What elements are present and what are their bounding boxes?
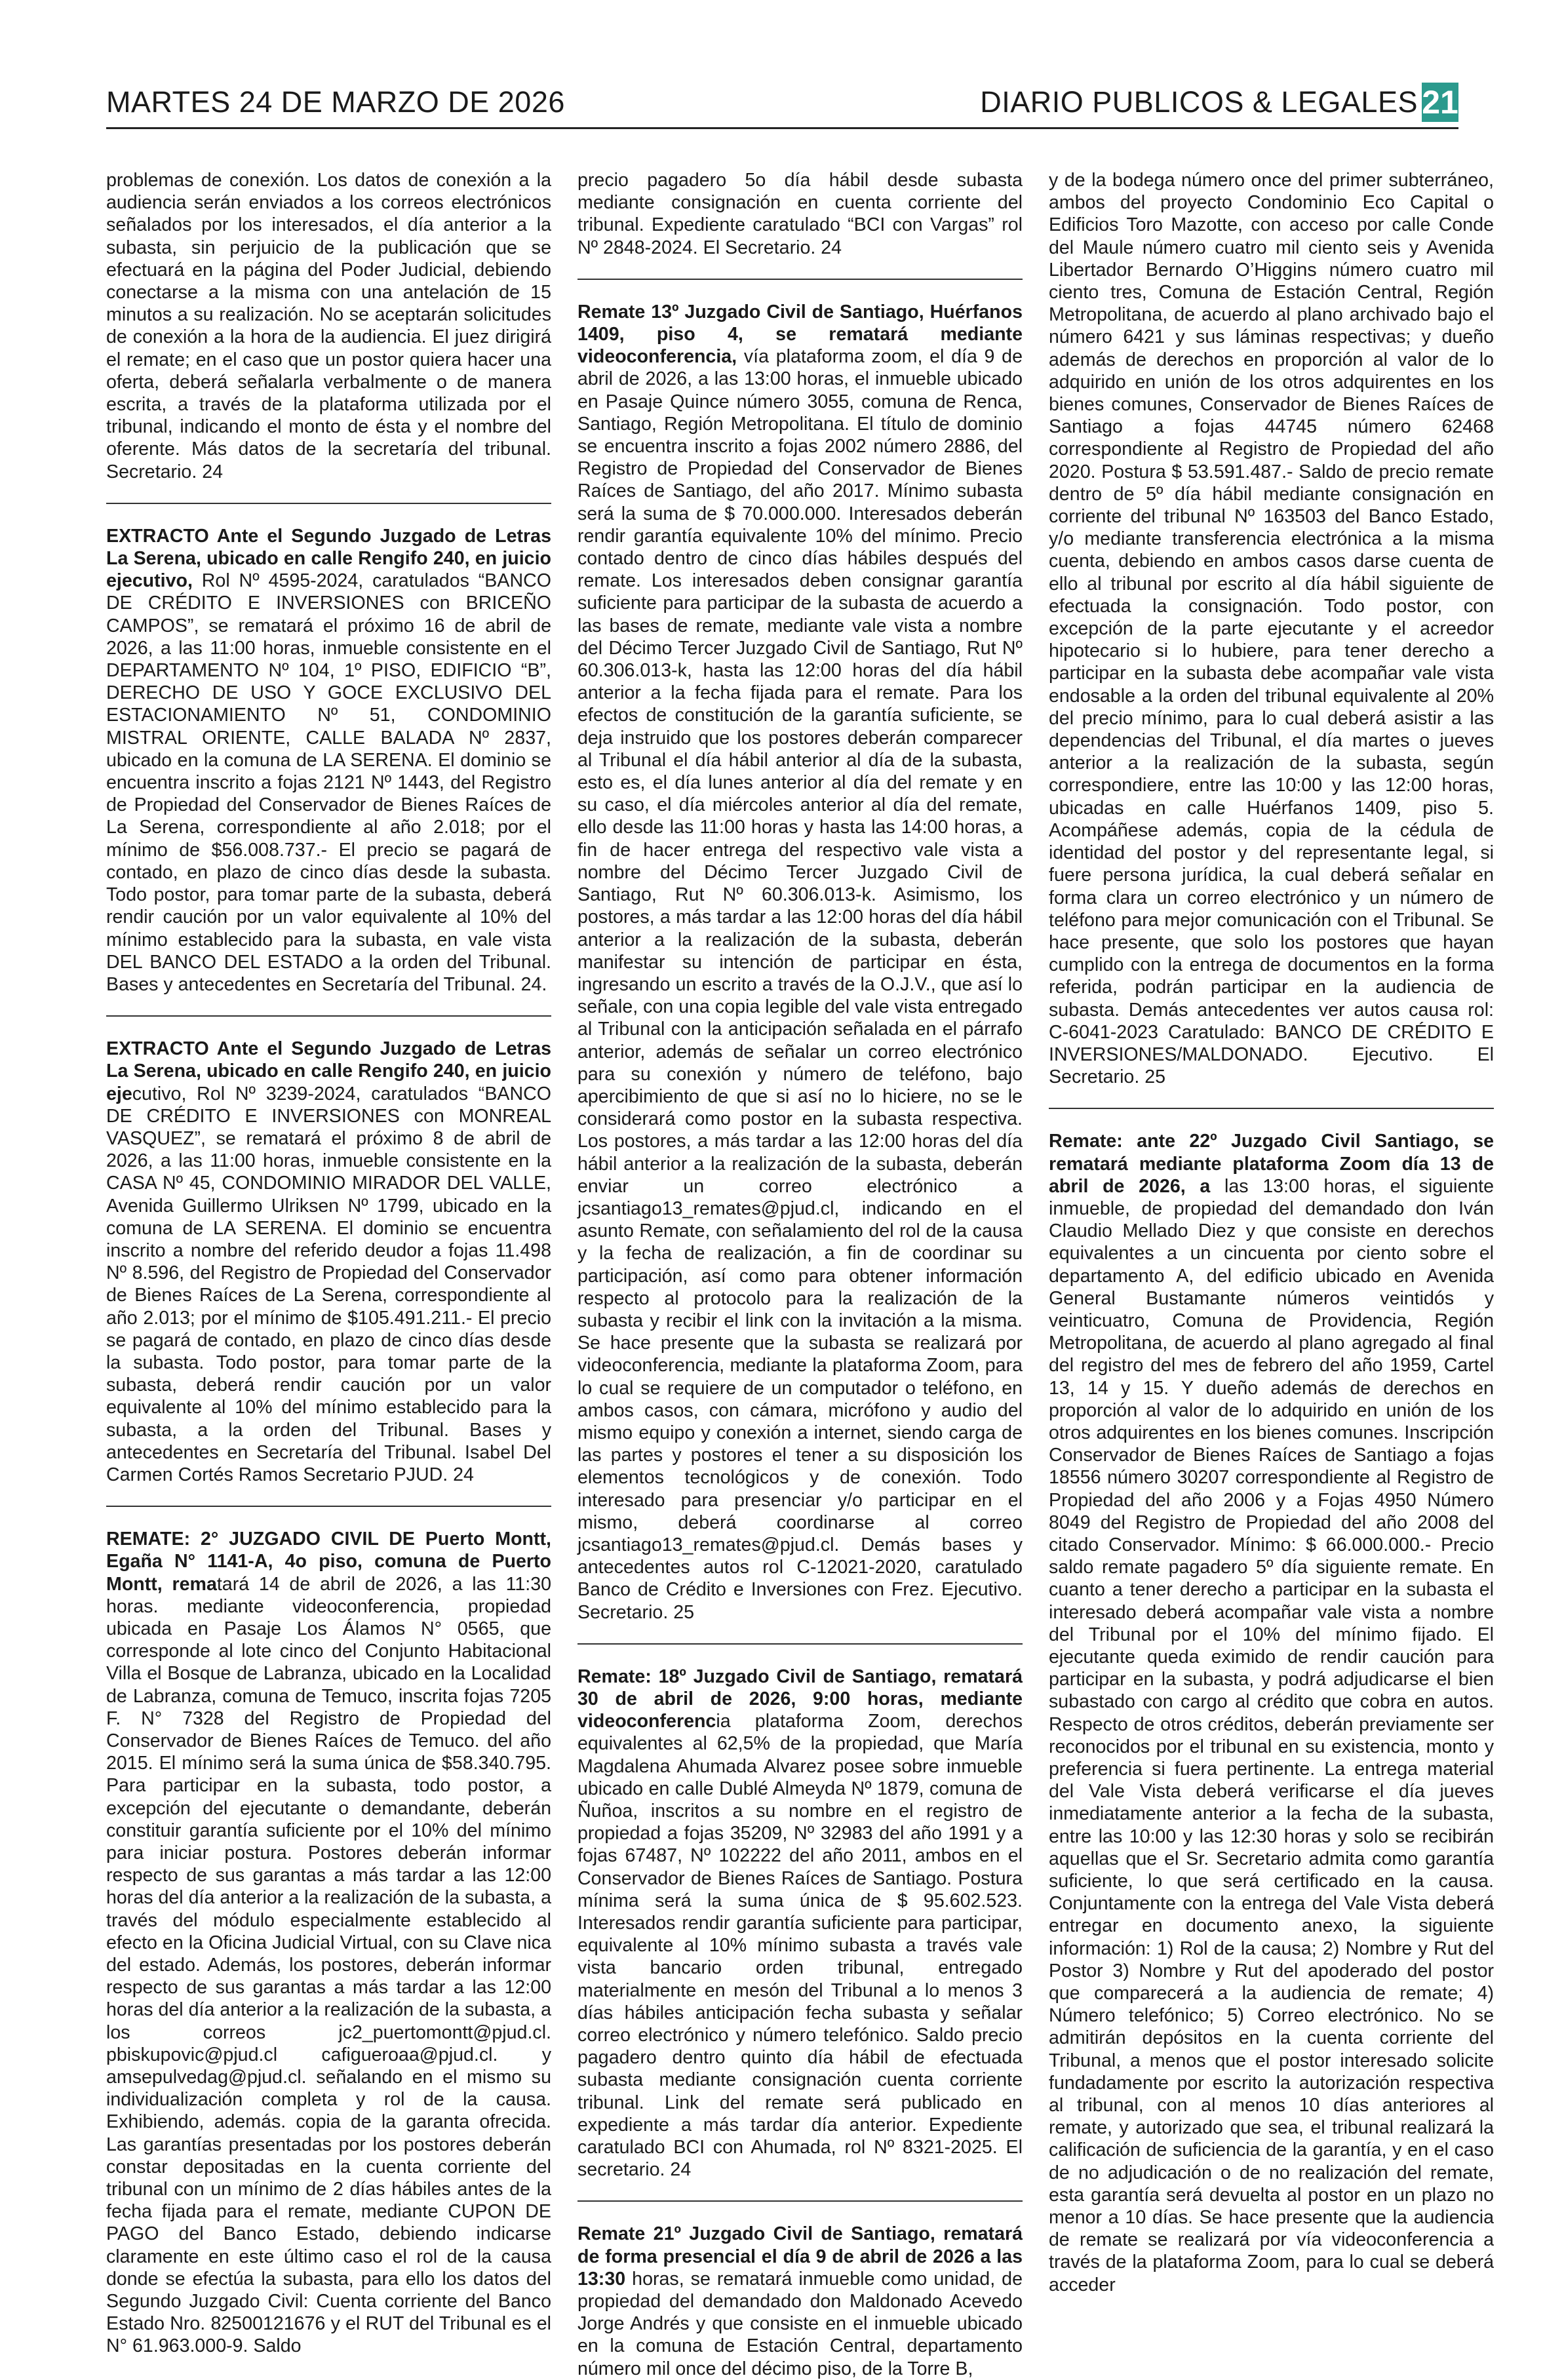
column-2 bbox=[577, 169, 1023, 2379]
notice-separator bbox=[106, 1506, 551, 1507]
notice-lead: EXTRACTO Ante el Segundo Juzgado de Letras La Serena, ubicado en calle Rengifo 240, en juicio ejecutivo, bbox=[106, 525, 551, 592]
notice-lead: REMATE: 2° JUZGADO CIVIL DE Puerto Montt, Egaña N° 1141-A, 4o piso, comuna de Puerto Montt, rema bbox=[106, 1529, 551, 1595]
notice-remate-21-juzgado bbox=[577, 2223, 1023, 2379]
notice-separator bbox=[106, 1015, 551, 1017]
notice-body: precio pagadero 5o día hábil desde subasta mediante consignación en cuenta corriente del tribunal. Expediente caratulado “BCI con Vargas” rol Nº 2848-2024. El Secretario. 24 bbox=[577, 170, 1023, 258]
page-number-badge: 21 bbox=[1422, 84, 1458, 121]
header-rule bbox=[106, 127, 1458, 129]
notice-continuation bbox=[1049, 169, 1494, 1088]
column-3 bbox=[1049, 169, 1495, 2295]
notice-extracto-briceno bbox=[106, 525, 551, 996]
notice-body: cutivo, Rol Nº 3239-2024, caratulados “BANCO DE CRÉDITO E INVERSIONES con MONREAL VASQUEZ”, se rematará el próximo 8 de abril de 2026, a las 11:00 horas, inmueble consistente en la CASA Nº 45, CONDOMINIO MIRADOR DEL VALLE, Avenida Guillermo Ulriksen Nº 1799, ubicado en la comuna de LA SERENA. El dominio se encuentra inscrito a nombre del referido deudor a fojas 11.498 Nº 8.596, del Registro de Propiedad del Conservador de Bienes Raíces de La Serena, correspondiente al año 2.013; por el mínimo de $105.491.211.- El precio se pagará de contado, en plazo de cinco días desde la subasta. Todo postor, para tomar parte de la subasta, deberá rendir caución por un valor equivalente al 10% del mínimo establecido para la subasta, a la orden del Tribunal. Bases y antecedentes en Secretaría del Tribunal. Isabel Del Carmen Cortés Ramos Secretario PJUD. 24 bbox=[106, 1083, 551, 1485]
notice-extracto-monreal bbox=[106, 1038, 551, 1486]
notice-continuation bbox=[106, 169, 551, 483]
notice-body: ia plataforma Zoom, derechos equivalentes al 62,5% de la propiedad, que María Magdalena Ahumada Alvarez posee sobre inmueble ubicado en calle Dublé Almeyda Nº 1879, comuna de Ñuñoa, inscritos a su nombre en el registro de propiedad a fojas 35209, Nº 32983 del año 1991 y a fojas 67487, Nº 102222 del año 2011, ambos en el Conservador de Bienes Raíces de Santiago. Postura mínima será la suma única de $ 95.602.523. Interesados rendir garantía suficiente para participar, equivalente al 10% mínimo subasta a través vale vista bancario orden tribunal, entregado materialmente en mesón del Tribunal a lo menos 3 días hábiles anticipación fecha subasta y señalar correo electrónico y número telefónico. Saldo precio pagadero dentro quinto día hábil de efectuada subasta mediante consignación cuenta corriente tribunal. Link del remate será publicado en expediente a más tardar día anterior. Expediente caratulado BCI con Ahumada, rol Nº 8321-2025. El secretario. 24 bbox=[577, 1711, 1023, 2181]
notice-body: y de la bodega número once del primer subterráneo, ambos del proyecto Condominio Eco Capital o Edificios Toro Mazotte, con acceso por calle Conde del Maule número cuatro mil ciento seis y Avenida Libertador Bernardo O’Higgins número cuatro mil ciento tres, Comuna de Estación Central, Región Metropolitana, de acuerdo al plano archivado bajo el número 6421 y sus láminas respectivas; y dueño además de derechos en proporción al valor de lo adquirido en unión de los otros adquirentes en los bienes comunes, Conservador de Bienes Raíces de Santiago a fojas 44745 número 62468 correspondiente al Registro de Propiedad del año 2020. Postura $ 53.591.487.- Saldo de precio remate dentro de 5º día hábil mediante consignación en corriente del tribunal Nº 163503 del Banco Estado, y/o mediante transferencia electrónica a la misma cuenta, debiendo en ambos casos darse cuenta de ello al tribunal por escrito al día hábil siguiente de efectuada la consignación. Todo postor, con excepción de la parte ejecutante y el acreedor hipotecario si lo hubiere, para tener derecho a participar en la subasta debe acompañar vale vista endosable a la orden del tribunal equivalente al 20% del precio mínimo, para lo cual deberá asistir a las dependencias del Tribunal, el día martes o jueves anterior a la realización de la subasta, según correspondiere, entre las 10:00 y las 12:00 horas, ubicadas en calle Huérfanos 1409, piso 5. Acompáñese además, copia de la cédula de identidad del postor y del representante legal, si fuere persona jurídica, la cual deberá señalar en forma clara un correo electrónico y un número de teléfono para mejor comunicación con el Tribunal. Se hace presente, que solo los postores que hayan cumplido con la entrega de documentos en la forma referida, podrán participar en la audiencia de subasta. Demás antecedentes ver autos causa rol: C-6041-2023 Caratulado: BANCO DE CRÉDITO E INVERSIONES/MALDONADO. Ejecutivo. El Secretario. 25 bbox=[1049, 170, 1494, 1088]
notice-separator bbox=[106, 503, 551, 504]
notice-separator bbox=[1049, 1108, 1494, 1109]
notice-body: las 13:00 horas, el siguiente inmueble, de propiedad del demandado don Iván Claudio Mellado Diez y que consiste en derechos equivalentes a un cincuenta por ciento sobre el departamento A, del edificio ubicado en Avenida General Bustamante números veintidós y veinticuatro, Comuna de Providencia, Región Metropolitana, de acuerdo al plano agregado al final del registro del mes de febrero del año 1959, Cartel 13, 14 y 15. Y dueño además de derechos en proporción al valor de lo adquirido en unión de los otros adquirentes en los bienes comunes. Inscripción Conservador de Bienes Raíces de Santiago a fojas 18556 número 30207 correspondiente al Registro de Propiedad del año 2006 y a Fojas 4950 Número 8049 del Registro de Propiedad del año 2008 del citado Conservador. Mínimo: $ 66.000.000.- Precio saldo remate pagadero 5º día siguiente remate. En cuanto a tener derecho a participar en la subasta el interesado deberá acompañar vale vista a nombre del Tribunal por el 10% del mínimo fijado. El ejecutante queda eximido de rendir caución para participar en la subasta, y podrá adjudicarse el bien subastado con cargo al crédito que cobra en autos. Respecto de otros créditos, deberán previamente ser reconocidos por el tribunal en su existencia, monto y preferencia si fuera pertinente. La entrega material del Vale Vista deberá verificarse el día jueves inmediatamente anterior a la fecha de la subasta, entre las 10:00 y las 12:30 horas y solo se recibirán aquellas que el Sr. Secretario admita como garantía suficiente, lo que será certificado en la causa. Conjuntamente con la entrega del Vale Vista deberá entregar en documento anexo, la siguiente información: 1) Rol de la causa; 2) Nombre y Rut del Postor 3) Nombre y Rut del apoderado del postor que comparecerá a la audiencia de remate; 4) Número telefónico; 5) Correo electrónico. No se admitirán depósitos en la cuenta corriente del Tribunal, a menos que el postor interesado solicite fundadamente por escrito la autorización respectiva al tribunal, con al menos 10 días anteriores al remate, y autorizado que sea, el tribunal realizará la calificación de suficiencia de la garantía, y en el caso de no adjudicación o de no realización del remate, esta garantía será devuelta al postor en un plazo no menor a 10 días. Se hace presente que la audiencia de remate se realizará por vía videoconferencia a través de la plataforma Zoom, para lo cual se deberá acceder bbox=[1049, 1175, 1495, 2295]
notice-body: problemas de conexión. Los datos de conexión a la audiencia serán enviados a los correos electrónicos señalados por los interesados, el día anterior a la subasta, sin perjuicio de la publicación que se efectuará en la página del Poder Judicial, debiendo conectarse a la misma con una antelación de 15 minutos a su realización. No se aceptarán solicitudes de conexión a la hora de la audiencia. El juez dirigirá el remate; en el caso que un postor quiera hacer una oferta, deberá señalarla verbalmente o de manera escrita, a través de la plataforma utilizada por el tribunal, indicando el monto de ésta y el nombre del oferente. Más datos de la secretaría del tribunal. Secretario. 24 bbox=[106, 170, 551, 482]
notice-lead: Remate: ante 22º Juzgado Civil Santiago, se rematará mediante plataforma Zoom día 13 de abril de 2026, a bbox=[1049, 1131, 1494, 1197]
notice-body: Rol Nº 4595-2024, caratulados “BANCO DE CRÉDITO E INVERSIONES con BRICEÑO CAMPOS”, se rematará el próximo 16 de abril de 2026, a las 11:00 horas, inmueble consistente en el DEPARTAMENTO Nº 104, 1º PISO, EDIFICIO “B”, DERECHO DE USO Y GOCE EXCLUSIVO DEL ESTACIONAMIENTO Nº 51, CONDOMINIO MISTRAL ORIENTE, CALLE BALADA Nº 2837, ubicado en la comuna de LA SERENA. El dominio se encuentra inscrito a fojas 2121 Nº 1443, del Registro de Propiedad del Conservador de Bienes Raíces de La Serena, correspondiente al año 2.018; por el mínimo de $56.008.737.- El precio se pagará de contado, en plazo de cinco días desde la subasta. Todo postor, para tomar parte de la subasta, deberá rendir caución por un valor equivalente al 10% del mínimo establecido para la subasta, en vale vista DEL BANCO DEL ESTADO a la orden del Tribunal. Bases y antecedentes en Secretaría del Tribunal. 24. bbox=[106, 570, 551, 995]
page-header bbox=[106, 83, 1458, 123]
publication-title: DIARIO PUBLICOS & LEGALES bbox=[980, 85, 1418, 119]
notice-separator bbox=[577, 279, 1023, 280]
publication-date: MARTES 24 DE MARZO DE 2026 bbox=[106, 85, 565, 119]
notice-remate-22-juzgado bbox=[1049, 1130, 1494, 2296]
notice-lead: EXTRACTO Ante el Segundo Juzgado de Letras La Serena, ubicado en calle Rengifo 240, en juicio eje bbox=[106, 1038, 551, 1104]
notice-body: tará 14 de abril de 2026, a las 11:30 horas. mediante videoconferencia, propiedad ubicada en Pasaje Los Álamos N° 0565, que corresponde al lote cinco del Conjunto Habitacional Villa el Bosque de Labranza, ubicado en la Localidad de Labranza, comuna de Temuco, inscrita fojas 7205 F. N° 7328 del Registro de Propiedad del Conservador de Bienes Raíces de Temuco. del año 2015. El mínimo será la suma única de $58.340.795. Para participar en la subasta, todo postor, a excepción del ejecutante o demandante, deberán constituir garantía suficiente por el 10% del mínimo para iniciar postura. Postores deberán informar respecto de sus garantas a más tardar a las 12:00 horas del día anterior a la realización de la subasta, a través del módulo especialmente establecido al efecto en la Oficina Judicial Virtual, con su Clave nica del estado. Además, los postores, deberán informar respecto de sus garantas a más tardar a las 12:00 horas del día anterior a la realización de la subasta, a los correos jc2_puertomontt@pjud.cl. pbiskupovic@pjud.cl cafigueroaa@pjud.cl. y amsepulvedag@pjud.cl. señalando en el mismo su individualización completa y rol de la causa. Exhibiendo, además. copia de la garanta ofrecida. Las garantías presentadas por los postores deberán constar depositadas en la cuenta corriente del tribunal con un mínimo de 2 días hábiles antes de la fecha fijada para el remate, mediante CUPON DE PAGO del Banco Estado, debiendo indicarse claramente en este último caso el rol de la causa donde se efectúa la subasta, para ello los datos del Segundo Juzgado Civil: Cuenta corriente del Banco Estado Nro. 82500121676 y el RUT del Tribunal es el N° 61.963.000-9. Saldo bbox=[106, 1573, 552, 2357]
notice-separator bbox=[577, 1643, 1023, 1645]
notice-continuation bbox=[577, 169, 1023, 259]
notice-remate-puerto-montt bbox=[106, 1528, 551, 2358]
notice-remate-13-juzgado bbox=[577, 301, 1023, 1624]
notice-lead: Remate: 18º Juzgado Civil de Santiago, rematará 30 de abril de 2026, 9:00 horas, mediante videoconferenc bbox=[577, 1666, 1023, 1732]
notice-body: horas, se rematará inmueble como unidad, de propiedad del demandado don Maldonado Acevedo Jorge Andrés y que consiste en el inmueble ubicado en la comuna de Estación Central, departamento número mil once del décimo piso, de la Torre B, bbox=[577, 2268, 1023, 2379]
notice-lead: Remate 13º Juzgado Civil de Santiago, Huérfanos 1409, piso 4, se rematará mediante videoconferencia, bbox=[577, 301, 1023, 368]
notice-lead: Remate 21º Juzgado Civil de Santiago, rematará de forma presencial el día 9 de abril de 2026 a las 13:30 bbox=[577, 2223, 1023, 2290]
notice-body: vía plataforma zoom, el día 9 de abril de 2026, a las 13:00 horas, el inmueble ubicado en Pasaje Quince número 3055, comuna de Renca, Santiago, Región Metropolitana. El título de dominio se encuentra inscrito a fojas 2002 número 2886, del Registro de Propiedad del Conservador de Bienes Raíces de Santiago, del año 2017. Mínimo subasta será la suma de $ 70.000.000. Interesados deberán rendir garantía equivalente 10% del mínimo. Precio contado dentro de cinco días hábiles después del remate. Los interesados deben consignar garantía suficiente para participar de la subasta de acuerdo a las bases de remate, mediante vale vista a nombre del Décimo Tercer Juzgado Civil de Santiago, Rut Nº 60.306.013-k, hasta las 12:00 horas del día hábil anterior a la fecha fijada para el remate. Para los efectos de constitución de la garantía suficiente, se deja instruido que los postores deberán comparecer al Tribunal el día hábil anterior al día de la subasta, esto es, el día lunes anterior al día del remate y en su caso, el día miércoles anterior al día del remate, ello desde las 11:00 horas y hasta las 14:00 horas, a fin de hacer entrega del respectivo vale vista a nombre del Décimo Tercer Juzgado Civil de Santiago, Rut Nº 60.306.013-k. Asimismo, los postores, a más tardar a las 12:00 horas del día hábil anterior a la realización de la subasta, deberán manifestar su intención de participar en ésta, ingresando un escrito a través de la O.J.V., que así lo señale, con una copia legible del vale vista entregado al Tribunal con la anticipación señalada en el párrafo anterior, además de señalar un correo electrónico para su conexión y número de teléfono, bajo apercibimiento de que si así no lo hiciere, no se le considerará como postor en la subasta respectiva. Los postores, a más tardar a las 12:00 horas del día hábil anterior a la realización de la subasta, deberán enviar un correo electrónico a jcsantiago13_remates@pjud.cl, indicando en el asunto Remate, con señalamiento del rol de la causa y la fecha de realización, a fin de coordinar su participación, así como para obtener información respecto al protocolo para la realización de la subasta y recibir el link con la invitación a la misma. Se hace presente que la subasta se realizará por videoconferencia, mediante la plataforma Zoom, para lo cual se requiere de un computador o teléfono, en ambos casos, con cámara, micrófono y audio del mismo equipo y conexión a internet, siendo carga de las partes y postores el tener a su disposición los elementos tecnológicos y de conexión. Todo interesado para presenciar y/o participar en el mismo, deberá coordinarse al correo jcsantiago13_remates@pjud.cl. Demás bases y antecedentes autos rol C-12021-2020, caratulado Banco de Crédito e Inversiones con Frez. Ejecutivo. Secretario. 25 bbox=[577, 346, 1023, 1623]
notice-remate-18-juzgado bbox=[577, 1666, 1023, 2181]
column-1 bbox=[106, 169, 552, 2357]
notice-separator bbox=[577, 2200, 1023, 2202]
